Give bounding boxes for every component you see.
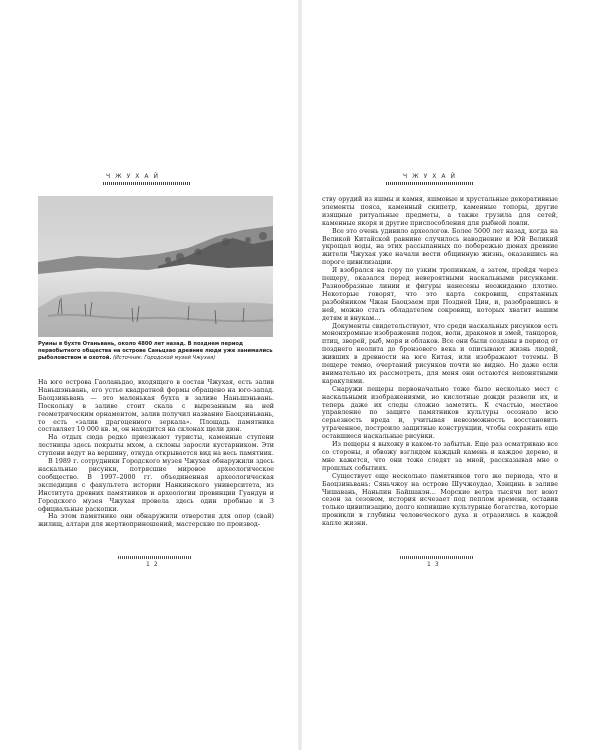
header-rule — [386, 182, 473, 185]
left-body-text — [38, 379, 274, 529]
paragraph: Все это очень удивило археологов. Более 5000 лет назад, когда на Великой Китайской равнине случилось наводнение и Юй Великий укрощал воды, на этих рассыпанных по побережью дюнах древние жители Чжухая уже начали вести общинную жизнь, оказавшись на пороге цивилизации. — [322, 227, 558, 267]
paragraph: ству орудий из яшмы и камня, яшмовые и хрустальные декоративные элементы пояса, каменный скипетр, каменные топоры, другие изящные ритуальные предметы, а также грузила для сетей, каменные якоря и другие приспособления для рыбной ловли. — [322, 196, 558, 227]
caption-source: (Источник: Городской музей Чжухая) — [112, 355, 216, 362]
caption-text: Руины в бухте Отаньвань, около 4800 лет назад. В позднем период первобытного общества на острове Саньцзао древние люди уже занимались рыболовством и охотой. — [38, 341, 273, 362]
header-rule — [103, 182, 190, 185]
dune-photo — [38, 196, 273, 337]
page-number: 13 — [427, 561, 443, 568]
page-number: 12 — [146, 561, 162, 568]
running-head: ЧЖУХАЙ — [106, 173, 163, 180]
paragraph: Снаружи пещеры первоначально тоже было несколько мест с наскальными изображениями, но кислотные дожди развели их, и теперь даже их следы сложно заметить. К счастью, местное управление по защите памятников культуры осознало всю серьезность вреда и, учитывая невозможность восстановить утраченное, построило защитные конструкции, чтобы сохранить еще оставшиеся наскальные рисунки. — [322, 385, 558, 441]
right-page — [300, 0, 600, 750]
paragraph: На отдых сюда редко приезжают туристы, каменные ступени лестницы здесь покрыты мхом, а склоны заросли кустарником. Эти ступени ведут на вершину, откуда открывается вид на весь памятник. — [38, 434, 274, 458]
paragraph: На этом памятнике они обнаружили отверстия для опор (свай) жилищ, алтари для жертвоприношений, мастерские по производ- — [38, 513, 274, 529]
paragraph: В 1989 г. сотрудники Городского музея Чжухая обнаружили здесь наскальные рисунки, потрясшие мировое археологическое сообщество. В 1997–2000 гг. объединенная археологическая экспедиция с факультета истории Нанкинского университета, из Института древних памятников и археологии провинции Гуандун и Городского музея Чжухая провела здесь один пробные и 3 официальные раскопки. — [38, 458, 274, 513]
running-head: ЧЖУХАЙ — [403, 173, 460, 180]
paragraph: Существует еще несколько памятников того же периода, что и Баоцзиньвань: Сяньчжоу на острове Шучжоудао, Хэнцинь в заливе Чишавань, Наньпин Байшакэн… Морские ветра тысячи лет воют сезон за сезоном, история исчезает под пеплом времени, оставив только цивилизацию, долго копившие культурные богатства, которые проникли в глубины человеческого духа и отразились в каждой капле жизни. — [322, 472, 558, 528]
paragraph: Я взобрался на гору по узким тропинкам, а затем, пройдя через пещеру, оказался перед невероятными наскальными рисунками. Разнообразные линии и фигуры нанесены неожиданно плотно. Некоторые говорят, что это карта сокровищ, спрятанных разбойником Чжан Баоцзаем при Поздней Цин, и, разобравшись в ней, можно стать обладателем сокровищ, которых хватит вашим детям и внукам… — [322, 267, 558, 322]
dune-landscape-image — [38, 196, 273, 337]
paragraph: Документы свидетельствуют, что среди наскальных рисунков есть мононхромные изображения лодок, волн, драконов и змей, танцоров, птиц, зверей, рыб, моря и облаков. Все они были созданы в период от позднего неолита до бронзового века и описывают жизнь людей, живших в древности на юге Китая, или изображают тотемы. В пещере темно, очертаний рисунков почти не видно. Но даже если внимательно их рассмотреть, для меня они остаются непонятными каракулями. — [322, 322, 558, 385]
paragraph: На юге острова Гаоланьдао, входящего в состав Чжухая, есть залив Наньшэньвань, его устье квадратной формы обращено на юго-запад. Баоцзиньвань — это маленькая бухта в заливе Наньшэньвань. Поскольку в заливе стоит скала с вырезанным на ней геометрическим орнаментом, залив получил название Баоцзиньвань, то есть «залив драгоценного зеркала». Площадь памятника составляет 10 000 кв. м, он находится на склонах щели дюн. — [38, 379, 274, 434]
photo-caption — [38, 341, 273, 362]
footer-rule — [118, 556, 192, 559]
right-body-text — [322, 196, 558, 528]
paragraph: Из пещеры я выхожу в каком-то забытьи. Еще раз осматриваю все со стороны, я обвожу взглядом каждый камень и каждое дерево, и мне кажется, что они тоже следят за мной, рассказывая мне о прошлых событиях. — [322, 441, 558, 472]
footer-rule — [400, 556, 474, 559]
